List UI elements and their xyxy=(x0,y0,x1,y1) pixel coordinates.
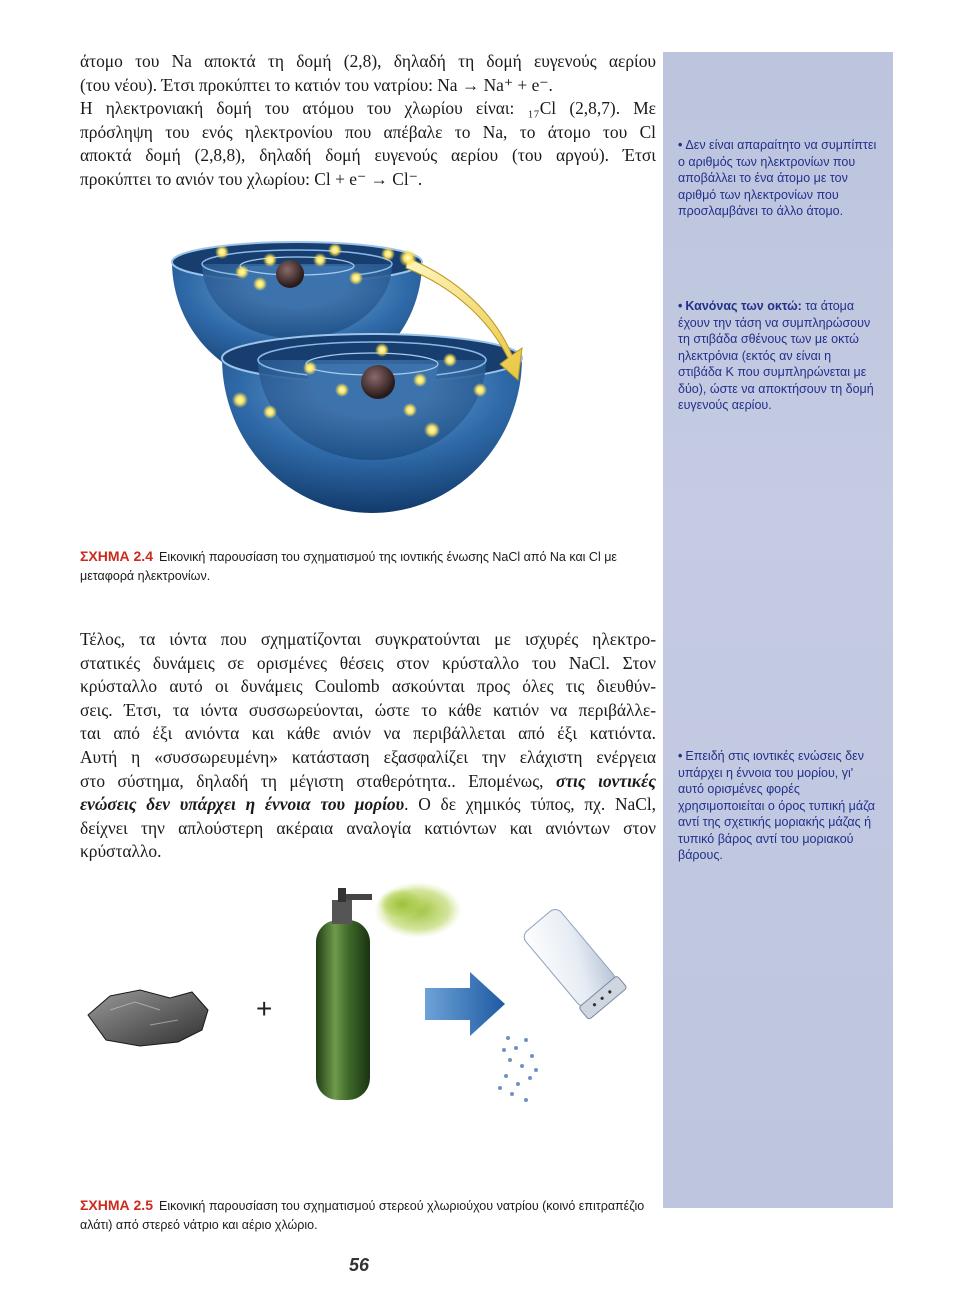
intro-line: πρόσληψη του ενός ηλεκτρονίου που απέβαλε το Na, το άτομο του Cl xyxy=(80,121,656,142)
figure-label: ΣΧΗΜΑ 2.5 xyxy=(80,1197,153,1213)
sodium-rock xyxy=(88,990,208,1046)
page-number: 56 xyxy=(349,1255,370,1275)
main-line: ται από έξι ανιόντα και κάθε ανιόν να περιβάλλεται από έξι κατιόντα. xyxy=(80,723,656,744)
caption-text: Εικονική παρουσίαση του σχηματισμού στερεού χλωριούχου νατρίου (κοινό επιτραπέζιο αλάτι) από στερεό νάτριο και αέριο χλώριο. xyxy=(80,1199,645,1232)
intro-line: προκύπτει το ανιόν του χλωρίου: Cl + e⁻ → Cl⁻. xyxy=(80,168,423,189)
intro-line: Η ηλεκτρονιακή δομή του ατόμου του χλωρίου είναι: ₁₇Cl (2,8,7). Με xyxy=(80,98,656,119)
intro-line: (του νέου). Έτσι προκύπτει το κατιόν του νατρίου: Na → Na⁺ + e⁻. xyxy=(80,74,553,95)
main-line: κρύσταλλο αυτό οι δυνάμεις Coulomb ασκούνται προς όλες τις διευθύν- xyxy=(80,676,656,697)
reaction-arrow xyxy=(425,972,505,1036)
main-line: δείχνει την απλούστερη ακέραια αναλογία κατιόντων και ανιόντων στον xyxy=(80,817,656,838)
note-text: Δεν είναι απαραίτητο να συμπίπτει ο αριθμός των ηλεκτρονίων που αποβάλλει το ένα άτομο με τον αριθμό των ηλεκτρονίων που προσλαμβάνει το άλλο άτομο. xyxy=(678,138,877,218)
main-line-part: στο σύστημα, δηλαδή τη μέγιστη σταθερότητα.. Επομένως, xyxy=(80,770,556,791)
figure-label: ΣΧΗΜΑ 2.4 xyxy=(80,548,153,564)
bullet-icon: • xyxy=(678,299,683,313)
main-paragraph xyxy=(80,628,656,864)
intro-line: άτομο του Na αποκτά τη δομή (2,8), δηλαδή τη δομή ευγενούς αερίου xyxy=(80,51,656,71)
caption-text: Εικονική παρουσίαση του σχηματισμού της ιοντικής ένωσης NaCl από Na και Cl με μεταφορά ηλεκτρονίων. xyxy=(80,550,617,583)
sidebar-note-octet-rule xyxy=(678,298,878,414)
figure-2-5-illustration xyxy=(80,880,640,1120)
main-line: κρύσταλλο. xyxy=(80,841,162,862)
intro-paragraph xyxy=(80,50,656,192)
figure-2-5-caption xyxy=(80,1196,665,1235)
note-text: Επειδή στις ιοντικές ενώσεις δεν υπάρχει η έννοια του μορίου, γι' αυτό ορισμένες φορές χρησιμοποιείται ο όρος τυπική μάζα αντί της σχετικής μοριακής μάζας ή τυπικό βάρος αντί του μοριακού βάρους. xyxy=(678,749,875,862)
main-line: Αυτή η «συσσωρευμένη» κατάσταση εξασφαλίζει την ελάχιστη ενέργεια xyxy=(80,746,656,767)
bullet-icon: • xyxy=(678,749,683,763)
main-line: σεις. Έτσι, τα ιόντα συσσωρεύονται, ώστε το κάθε κατιόν να περιβάλλε- xyxy=(80,699,656,720)
salt-shaker xyxy=(519,905,627,1020)
main-line xyxy=(80,793,656,817)
note-title: Κανόνας των οκτώ: xyxy=(685,299,802,313)
salt-grains xyxy=(498,1036,538,1102)
sidebar-note-electrons xyxy=(678,137,878,220)
main-line: Τέλος, τα ιόντα που σχηματίζονται συγκρατούνται με ισχυρές ηλεκτρο- xyxy=(80,629,656,649)
figure-2-4-caption xyxy=(80,547,665,586)
sidebar-note-formula-mass xyxy=(678,748,878,864)
bullet-icon: • xyxy=(678,138,683,152)
margin-sidebar xyxy=(663,52,893,1208)
main-line-part: . Ο δε χημικός τύπος, πχ. NaCl, xyxy=(404,794,656,815)
emphasis-text: ενώσεις δεν υπάρχει η έννοια του μορίου xyxy=(80,794,405,815)
emphasis-text: στις ιοντικές xyxy=(555,770,657,791)
main-line xyxy=(80,770,656,794)
main-line: στατικές δυνάμεις σε ορισμένες θέσεις στον κρύσταλλο του NaCl. Στον xyxy=(80,652,656,673)
intro-line: αποκτά δομή (2,8,8), δηλαδή δομή ευγενούς αερίου (του αργού). Έτσι xyxy=(80,145,656,166)
plus-sign: + xyxy=(256,993,273,1024)
note-text: τα άτομα έχουν την τάση να συμπληρώσουν τη στιβάδα σθένους των με οκτώ ηλεκτρόνια (εκτός αν είναι η στιβάδα K που συμπληρώνεται με δύο), ώστε να αποκτήσουν τη δομή ευγενούς αερίου. xyxy=(678,299,874,412)
chlorine-atom-shells xyxy=(222,334,522,513)
figure-2-4-illustration xyxy=(160,240,640,520)
